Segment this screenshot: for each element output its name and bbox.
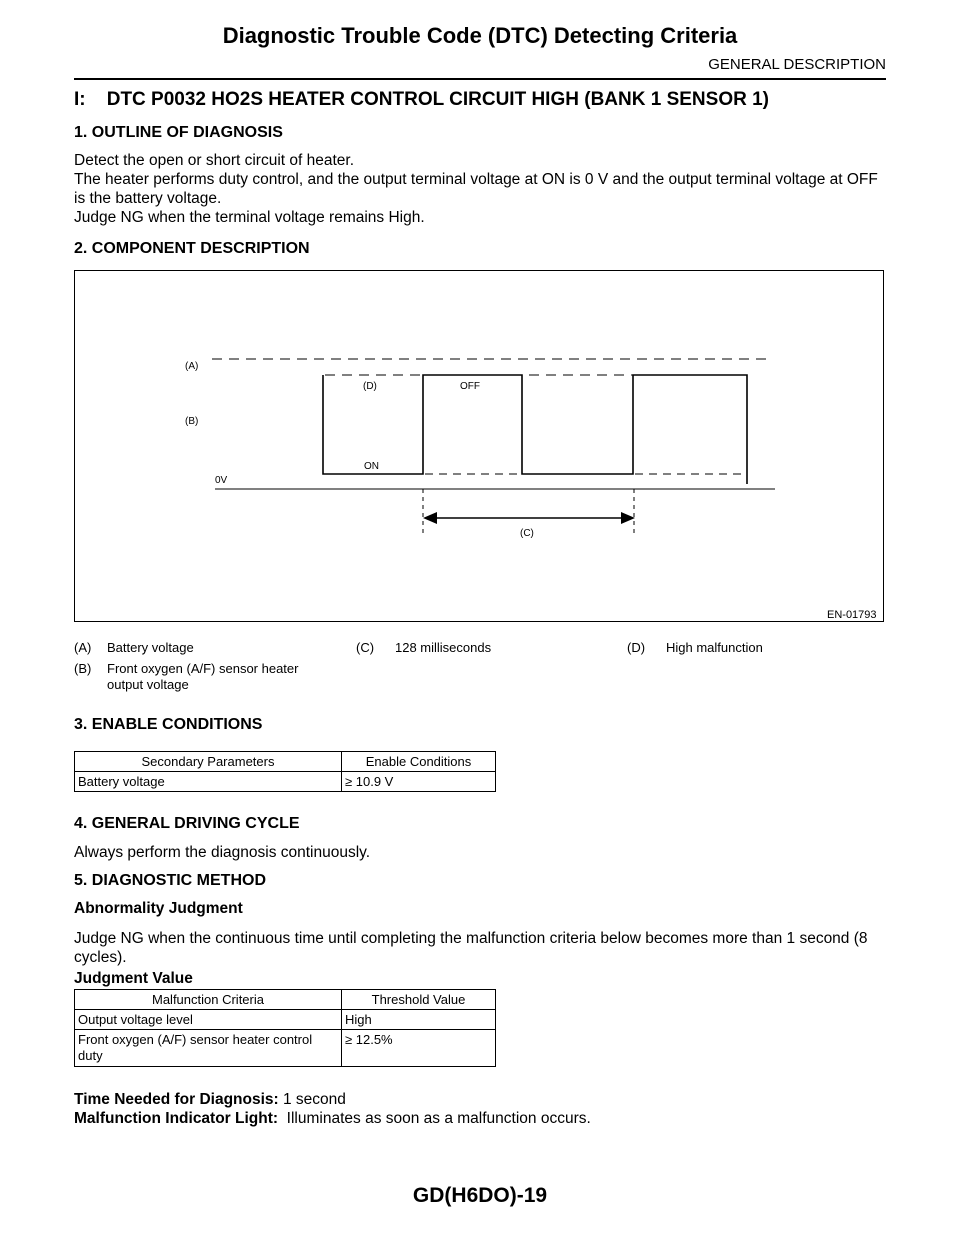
outline-line-1: Detect the open or short circuit of heater.	[74, 152, 355, 169]
legend-value-d: High malfunction	[666, 640, 763, 655]
component-heading: 2. COMPONENT DESCRIPTION	[74, 240, 310, 257]
table-row	[75, 1010, 496, 1030]
abnormality-heading: Abnormality Judgment	[74, 900, 243, 917]
legend-key-c: (C)	[356, 640, 375, 655]
mil-info	[74, 1109, 886, 1128]
judgment-heading: Judgment Value	[74, 970, 193, 987]
label-off: OFF	[460, 381, 480, 392]
time-needed-value: 1 second	[278, 1091, 346, 1108]
label-a: (A)	[185, 361, 199, 372]
legend-value-a: Battery voltage	[107, 640, 194, 655]
header-divider	[74, 78, 886, 80]
enable-col-conditions: Enable Conditions	[342, 752, 496, 772]
waveform-diagram	[75, 271, 883, 621]
label-b: (B)	[185, 416, 199, 427]
legend-value-b: Front oxygen (A/F) sensor heater output voltage	[107, 661, 299, 692]
legend-key-b: (B)	[74, 661, 92, 676]
cycle-heading: 4. GENERAL DRIVING CYCLE	[74, 815, 300, 832]
time-needed-label: Time Needed for Diagnosis:	[74, 1091, 279, 1108]
section-title: I: DTC P0032 HO2S HEATER CONTROL CIRCUIT HIGH (BANK 1 SENSOR 1)	[74, 89, 769, 110]
outline-line-3: Judge NG when the terminal voltage remains High.	[74, 209, 425, 226]
enable-col-parameters: Secondary Parameters	[75, 752, 342, 772]
mil-value: Illuminates as soon as a malfunction occurs.	[278, 1110, 591, 1127]
judgment-cell-criteria-2: Front oxygen (A/F) sensor heater control duty	[75, 1030, 342, 1067]
judgment-cell-threshold-1: High	[342, 1010, 496, 1030]
judgment-value-table	[74, 989, 496, 1067]
time-needed	[74, 1090, 886, 1109]
label-on: ON	[364, 461, 379, 472]
table-row	[75, 772, 496, 792]
page-title: Diagnostic Trouble Code (DTC) Detecting Criteria	[222, 23, 738, 48]
mil-label: Malfunction Indicator Light:	[74, 1110, 279, 1127]
waveform-figure	[74, 270, 884, 622]
legend-key-d: (D)	[627, 640, 646, 655]
period-arrow-left-head	[423, 512, 437, 524]
outline-text	[74, 151, 886, 227]
heater-output-waveform	[323, 375, 747, 484]
outline-line-2: The heater performs duty control, and the output terminal voltage at ON is 0 V and the output terminal voltage at OFF is the battery voltage.	[74, 171, 878, 207]
legend-value-c: 128 milliseconds	[395, 640, 492, 655]
judgment-col-criteria: Malfunction Criteria	[75, 990, 342, 1010]
method-heading: 5. DIAGNOSTIC METHOD	[74, 872, 267, 889]
period-arrow-right-head	[621, 512, 635, 524]
cycle-text: Always perform the diagnosis continuously.	[74, 844, 371, 861]
figure-legend	[74, 640, 884, 700]
judgment-col-threshold: Threshold Value	[342, 990, 496, 1010]
enable-conditions-table	[74, 751, 496, 792]
judgment-cell-threshold-2: ≥ 12.5%	[342, 1030, 496, 1067]
legend-key-a: (A)	[74, 640, 92, 655]
figure-id: EN-01793	[827, 609, 877, 621]
enable-heading: 3. ENABLE CONDITIONS	[74, 716, 263, 733]
table-row	[75, 1030, 496, 1067]
enable-cell-param: Battery voltage	[75, 772, 342, 792]
outline-heading: 1. OUTLINE OF DIAGNOSIS	[74, 124, 283, 141]
label-0v: 0V	[215, 475, 228, 486]
judgment-cell-criteria-1: Output voltage level	[75, 1010, 342, 1030]
label-d: (D)	[363, 381, 377, 392]
page-number: GD(H6DO)-19	[412, 1184, 548, 1207]
page-subtitle: GENERAL DESCRIPTION	[708, 56, 886, 73]
abnormality-text: Judge NG when the continuous time until completing the malfunction criteria below becomes more than 1 second (8 cycles).	[74, 930, 868, 966]
enable-cell-condition: ≥ 10.9 V	[342, 772, 496, 792]
label-c: (C)	[520, 528, 534, 539]
